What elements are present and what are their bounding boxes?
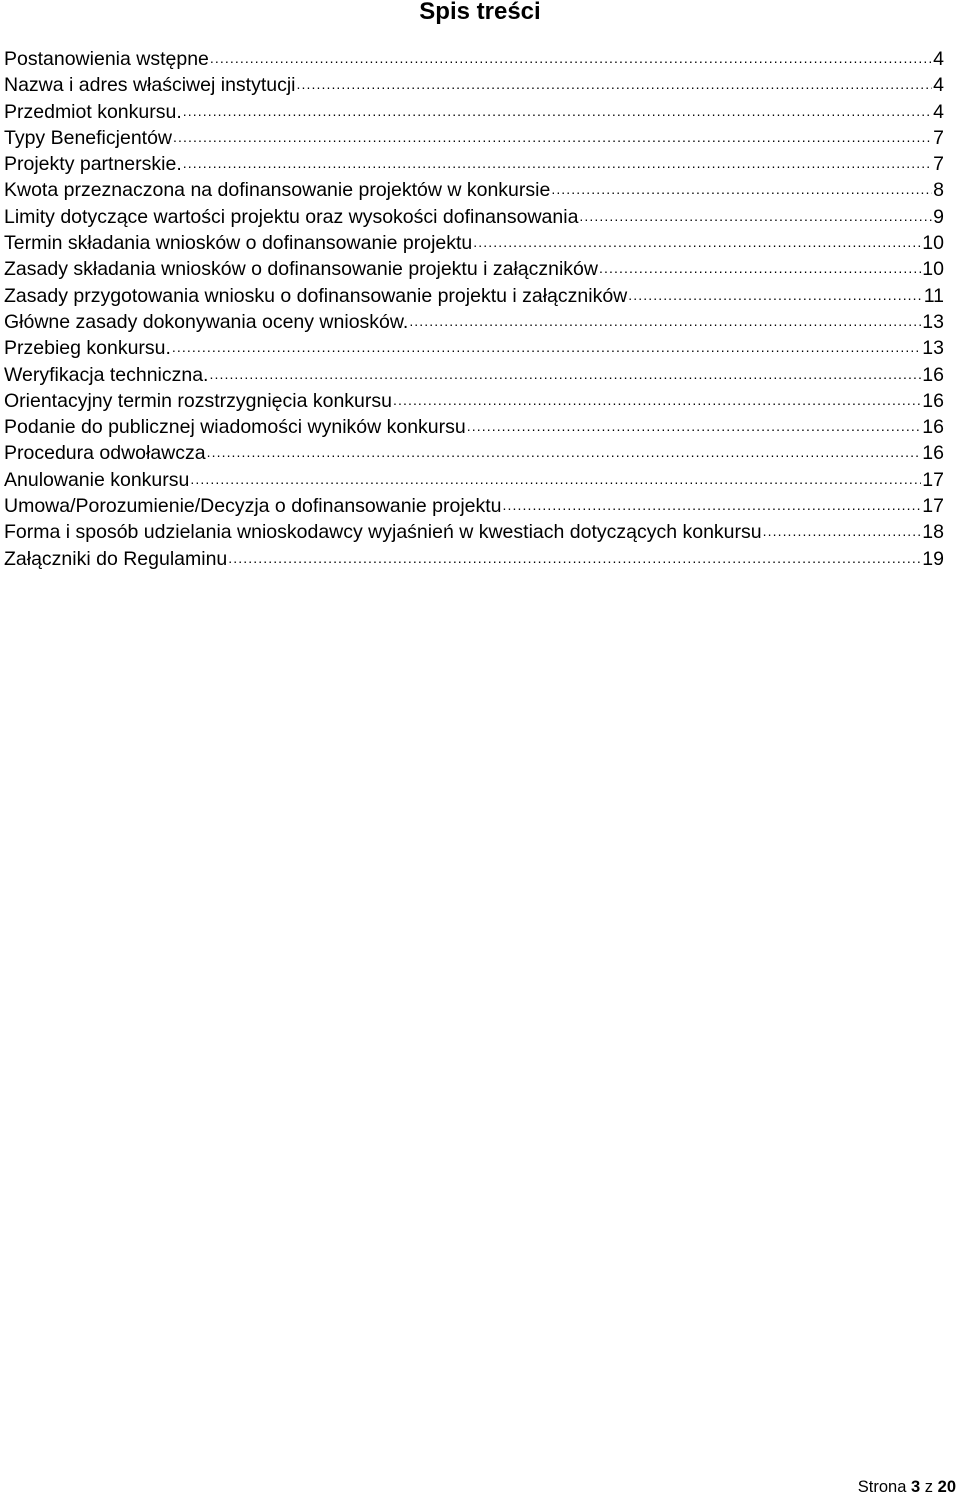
toc-entry-page: 7	[933, 153, 944, 176]
toc-entry-page: 16	[922, 389, 944, 412]
toc-entry-label: Typy Beneficjentów	[4, 126, 173, 149]
toc-entry-label: Orientacyjny termin rozstrzygnięcia konkursu	[4, 389, 392, 412]
toc-dot-leader	[393, 387, 921, 413]
toc-dot-leader	[210, 45, 932, 71]
toc-dot-leader	[190, 466, 921, 492]
toc-entry[interactable]	[4, 440, 944, 466]
toc-entry[interactable]	[4, 309, 944, 335]
toc-dot-leader	[473, 229, 921, 255]
toc-entry[interactable]	[4, 283, 944, 309]
toc-entry[interactable]	[4, 99, 944, 125]
toc-entry-page: 19	[922, 547, 944, 570]
toc-entry[interactable]	[4, 46, 944, 72]
toc-entry[interactable]	[4, 335, 944, 361]
toc-dot-leader	[503, 492, 922, 518]
toc-entry[interactable]	[4, 362, 944, 388]
toc-entry-page: 18	[922, 521, 944, 544]
toc-entry-label: Przebieg konkursu.	[4, 337, 171, 360]
toc-list	[4, 46, 944, 572]
toc-entry-page: 9	[933, 205, 944, 228]
toc-entry-label: Nazwa i adres właściwej instytucji	[4, 74, 296, 97]
toc-entry[interactable]	[4, 125, 944, 151]
toc-entry-page: 17	[922, 495, 944, 518]
footer-total-pages: 20	[937, 1478, 956, 1496]
toc-dot-leader	[207, 439, 922, 465]
toc-entry-label: Limity dotyczące wartości projektu oraz wysokości dofinansowania	[4, 205, 579, 228]
toc-entry-page: 17	[922, 468, 944, 491]
toc-entry-label: Anulowanie konkursu	[4, 468, 190, 491]
toc-entry-page: 13	[922, 337, 944, 360]
page-number-footer	[858, 1477, 956, 1497]
toc-dot-leader	[172, 334, 921, 360]
toc-entry-page: 10	[922, 258, 944, 281]
toc-entry-page: 8	[933, 179, 944, 202]
toc-entry-label: Forma i sposób udzielania wnioskodawcy wyjaśnień w kwestiach dotyczących konkursu	[4, 521, 762, 544]
toc-entry-page: 4	[933, 74, 944, 97]
toc-entry-label: Zasady przygotowania wniosku o dofinansowanie projektu i załączników	[4, 284, 628, 307]
toc-entry[interactable]	[4, 204, 944, 230]
toc-dot-leader	[228, 545, 921, 571]
toc-entry-label: Termin składania wniosków o dofinansowanie projektu	[4, 232, 473, 255]
toc-entry[interactable]	[4, 256, 944, 282]
toc-dot-leader	[183, 150, 932, 176]
toc-dot-leader	[467, 413, 922, 439]
toc-dot-leader	[579, 203, 932, 229]
toc-entry-label: Podanie do publicznej wiadomości wyników konkursu	[4, 416, 466, 439]
toc-entry[interactable]	[4, 388, 944, 414]
toc-entry[interactable]	[4, 519, 944, 545]
toc-entry-label: Przedmiot konkursu.	[4, 100, 182, 123]
toc-entry[interactable]	[4, 467, 944, 493]
toc-entry-label: Weryfikacja techniczna.	[4, 363, 209, 386]
toc-entry-label: Postanowienia wstępne	[4, 48, 209, 70]
footer-current-page: 3	[911, 1478, 921, 1496]
toc-entry-label: Główne zasady dokonywania oceny wniosków.	[4, 310, 409, 333]
toc-entry-label: Zasady składania wniosków o dofinansowanie projektu i załączników	[4, 258, 598, 281]
toc-entry[interactable]	[4, 546, 944, 572]
footer-separator: z	[924, 1478, 934, 1496]
toc-dot-leader	[599, 255, 921, 281]
toc-dot-leader	[628, 282, 922, 308]
toc-entry-page: 4	[933, 48, 944, 70]
toc-dot-leader	[551, 176, 932, 202]
toc-entry-page: 16	[922, 363, 944, 386]
toc-entry[interactable]	[4, 414, 944, 440]
toc-dot-leader	[209, 361, 921, 387]
toc-entry-label: Umowa/Porozumienie/Decyzja o dofinansowanie projektu	[4, 495, 502, 518]
toc-entry-label: Procedura odwoławcza	[4, 442, 206, 465]
toc-dot-leader	[173, 124, 932, 150]
toc-entry-page: 16	[922, 442, 944, 465]
toc-entry[interactable]	[4, 230, 944, 256]
toc-entry[interactable]	[4, 72, 944, 98]
toc-dot-leader	[183, 98, 932, 124]
toc-entry-page: 13	[922, 310, 944, 333]
toc-entry-label: Projekty partnerskie.	[4, 153, 182, 176]
toc-entry-page: 7	[933, 126, 944, 149]
footer-prefix: Strona	[857, 1478, 907, 1496]
toc-dot-leader	[409, 308, 921, 334]
toc-entry-page: 4	[933, 100, 944, 123]
toc-entry-label: Kwota przeznaczona na dofinansowanie projektów w konkursie	[4, 179, 551, 202]
toc-entry-page: 10	[922, 232, 944, 255]
toc-entry[interactable]	[4, 151, 944, 177]
toc-entry-page: 11	[923, 284, 944, 307]
toc-entry-page: 16	[922, 416, 944, 439]
toc-entry-label: Załączniki do Regulaminu	[4, 547, 228, 570]
toc-dot-leader	[763, 518, 922, 544]
toc-dot-leader	[297, 71, 933, 97]
toc-entry[interactable]	[4, 177, 944, 203]
toc-entry[interactable]	[4, 493, 944, 519]
toc-title: Spis treści	[419, 0, 541, 25]
